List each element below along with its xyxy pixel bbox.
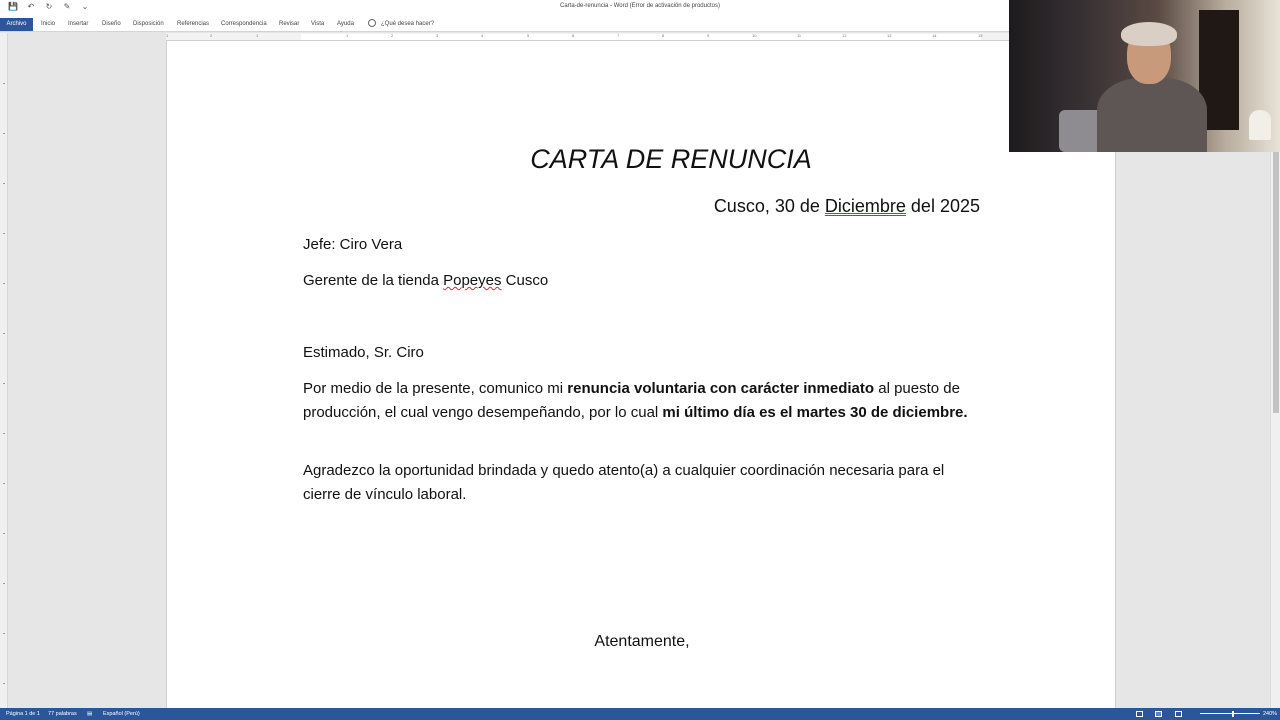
- horizontal-ruler[interactable]: [166, 33, 1116, 41]
- zoom-slider-handle[interactable]: [1232, 711, 1234, 717]
- webcam-person-body: [1097, 78, 1207, 152]
- webcam-person-hair: [1121, 22, 1177, 46]
- ruler-tick: [3, 283, 5, 284]
- ruler-tick: [3, 383, 5, 384]
- format-painter-icon[interactable]: ✎: [63, 2, 71, 11]
- ruler-number: 14: [932, 33, 937, 38]
- date-month: Diciembre: [824, 196, 906, 216]
- proofing-icon[interactable]: ▤: [87, 711, 93, 717]
- ruler-tick: [3, 683, 5, 684]
- recipient-title-suffix: Cusco: [501, 272, 549, 289]
- ruler-number: 15: [978, 33, 983, 38]
- redo-icon[interactable]: ↻: [45, 2, 53, 11]
- tab-archivo[interactable]: Archivo: [0, 18, 33, 31]
- ruler-text-area: [301, 34, 981, 40]
- tab-vista[interactable]: Vista: [311, 21, 325, 27]
- salutation[interactable]: Estimado, Sr. Ciro: [303, 344, 424, 361]
- recipient-title-prefix: Gerente de la tienda: [303, 272, 444, 289]
- tab-inicio[interactable]: Inicio: [41, 21, 56, 27]
- ruler-number: 1: [256, 33, 259, 38]
- para1-text-1: Por medio de la presente, comunico mi: [303, 380, 568, 397]
- tab-referencias[interactable]: Referencias: [177, 21, 210, 27]
- ruler-number: 1: [346, 33, 349, 38]
- ruler-tick: [3, 183, 5, 184]
- ruler-tick: [3, 483, 5, 484]
- ruler-tick: [3, 533, 5, 534]
- ruler-number: 3: [436, 33, 439, 38]
- print-layout-icon[interactable]: [1155, 711, 1162, 717]
- customize-toolbar-icon[interactable]: ⌄: [81, 2, 89, 11]
- ruler-number: 7: [617, 33, 620, 38]
- ruler-tick: [3, 633, 5, 634]
- ruler-number: 5: [527, 33, 530, 38]
- ruler-number: 13: [887, 33, 892, 38]
- lightbulb-icon: [368, 19, 376, 27]
- para1-bold-2: mi último día es el martes 30 de diciembre.: [662, 403, 968, 421]
- tab-diseno[interactable]: Diseño: [102, 21, 121, 27]
- tab-disposicion[interactable]: Disposición: [133, 21, 164, 27]
- ruler-number: 4: [481, 33, 484, 38]
- recipient-store-brand: Popeyes: [443, 272, 502, 289]
- ruler-tick: [3, 83, 5, 84]
- tab-correspondencia[interactable]: Correspondencia: [221, 21, 267, 27]
- vertical-ruler[interactable]: [0, 33, 8, 708]
- date-line[interactable]: [714, 196, 980, 217]
- language-indicator[interactable]: Español (Perú): [103, 711, 140, 717]
- para1-bold-1: renuncia voluntaria con carácter inmediato: [567, 380, 875, 397]
- date-suffix: del 2025: [905, 196, 980, 216]
- body-paragraph-2[interactable]: Agradezco la oportunidad brindada y quedo atento(a) a cualquier coordinación necesaria para el cierre de vínculo laboral.: [303, 462, 945, 503]
- ruler-tick: [3, 433, 5, 434]
- ruler-number: 8: [662, 33, 665, 38]
- web-layout-icon[interactable]: [1175, 711, 1182, 717]
- ruler-number: 2: [391, 33, 394, 38]
- tab-ayuda[interactable]: Ayuda: [337, 21, 354, 27]
- ruler-number: 2: [210, 33, 213, 38]
- ruler-number: 9: [707, 33, 710, 38]
- zoom-level[interactable]: 240%: [1263, 711, 1278, 717]
- recipient-name[interactable]: Jefe: Ciro Vera: [303, 236, 403, 253]
- ruler-tick: [3, 233, 5, 234]
- ruler-number: 12: [842, 33, 847, 38]
- window-title: Carta-de-renuncia - Word (Error de activación de productos): [560, 3, 720, 9]
- document-page[interactable]: [166, 41, 1116, 708]
- tell-me-box[interactable]: [368, 18, 434, 31]
- save-icon[interactable]: 💾: [8, 2, 18, 11]
- read-mode-icon[interactable]: [1136, 711, 1143, 717]
- ruler-number: 11: [797, 33, 802, 38]
- ruler-number: 10: [752, 33, 757, 38]
- ruler-number: 6: [572, 33, 575, 38]
- body-paragraph-1[interactable]: [303, 377, 983, 424]
- webcam-overlay: [1009, 0, 1280, 152]
- recipient-title[interactable]: [303, 272, 548, 289]
- ruler-tick: [3, 133, 5, 134]
- zoom-slider[interactable]: [1200, 713, 1260, 714]
- ruler-tick: [3, 333, 5, 334]
- closing-line[interactable]: Atentamente,: [594, 633, 690, 650]
- ruler-tick: [3, 583, 5, 584]
- undo-icon[interactable]: ↶: [27, 2, 35, 11]
- status-bar: [0, 708, 1280, 720]
- tab-insertar[interactable]: Insertar: [68, 21, 89, 27]
- word-count[interactable]: 77 palabras: [48, 711, 77, 717]
- webcam-lamp: [1249, 110, 1271, 140]
- date-prefix: Cusco, 30 de: [713, 196, 825, 216]
- para1-text-2: al puesto de producción, el cual vengo desempeñando, por lo cual: [303, 380, 960, 421]
- tab-revisar[interactable]: Revisar: [279, 21, 300, 27]
- page-count[interactable]: Página 1 de 1: [6, 711, 40, 717]
- ruler-number: 1: [166, 33, 169, 38]
- tell-me-label: ¿Qué desea hacer?: [381, 21, 435, 27]
- document-heading[interactable]: CARTA DE RENUNCIA: [530, 144, 812, 174]
